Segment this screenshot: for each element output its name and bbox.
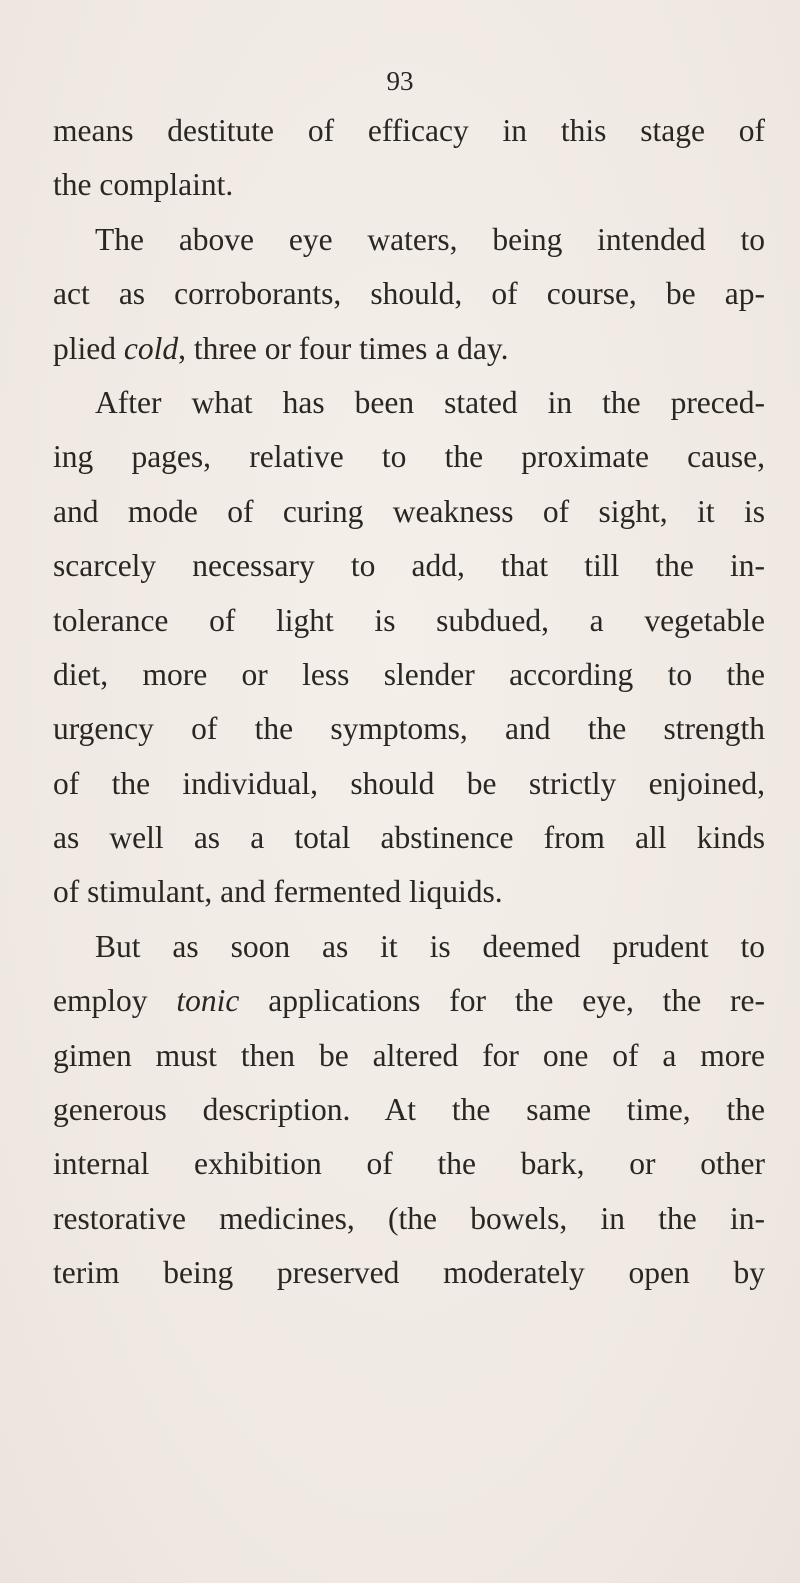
italic-word: cold xyxy=(123,330,179,366)
text-run: employ xyxy=(53,983,177,1019)
text-run: plied xyxy=(53,330,124,366)
text-run: diet, more or less slender according to the xyxy=(53,656,765,692)
text-run: After what has been stated in the preced- xyxy=(95,384,765,420)
text-run: , three or four times a day. xyxy=(178,330,509,366)
text-run: scarcely necessary to add, that till the in- xyxy=(53,548,765,584)
text-line xyxy=(53,1029,765,1083)
text-line xyxy=(53,267,765,321)
text-line xyxy=(53,158,765,212)
text-line xyxy=(53,648,765,702)
text-line xyxy=(53,1192,765,1246)
text-run: as well as a total abstinence from all kinds xyxy=(53,820,765,856)
text-line xyxy=(53,920,765,974)
text-run: the complaint. xyxy=(53,167,234,203)
text-run: act as corroborants, should, of course, be ap- xyxy=(53,276,765,312)
page-number: 93 xyxy=(386,66,414,96)
text-line xyxy=(53,1083,765,1137)
text-run: of stimulant, and fermented liquids. xyxy=(53,874,503,910)
text-line xyxy=(53,213,765,267)
text-line xyxy=(53,974,765,1028)
body-text xyxy=(53,104,765,1301)
text-run: terim being preserved moderately open by xyxy=(53,1255,765,1291)
text-run: But as soon as it is deemed prudent to xyxy=(95,928,765,964)
text-run: means destitute of efficacy in this stage of xyxy=(53,113,765,148)
italic-word: tonic xyxy=(176,983,240,1019)
text-run: ing pages, relative to the proximate cause, xyxy=(53,439,765,475)
text-run: of the individual, should be strictly enjoined, xyxy=(53,765,765,801)
text-run: internal exhibition of the bark, or other xyxy=(53,1146,765,1182)
text-run: The above eye waters, being intended to xyxy=(95,221,765,257)
text-run: restorative medicines, (the bowels, in the in- xyxy=(53,1200,765,1236)
text-line xyxy=(53,539,765,593)
text-line xyxy=(53,104,765,158)
text-line xyxy=(53,1246,765,1300)
text-run: generous description. At the same time, the xyxy=(53,1092,765,1128)
text-line xyxy=(53,865,765,919)
text-line xyxy=(53,322,765,376)
text-line xyxy=(53,594,765,648)
text-run: gimen must then be altered for one of a more xyxy=(53,1037,765,1073)
text-run: applications for the eye, the re- xyxy=(239,983,765,1019)
text-line xyxy=(53,376,765,430)
text-line xyxy=(53,430,765,484)
text-run: and mode of curing weakness of sight, it is xyxy=(53,493,765,529)
text-line xyxy=(53,485,765,539)
text-line xyxy=(53,702,765,756)
text-line xyxy=(53,757,765,811)
text-run: tolerance of light is subdued, a vegetable xyxy=(53,602,765,638)
text-run: urgency of the symptoms, and the strength xyxy=(53,711,765,747)
text-line xyxy=(53,811,765,865)
text-line xyxy=(53,1137,765,1191)
